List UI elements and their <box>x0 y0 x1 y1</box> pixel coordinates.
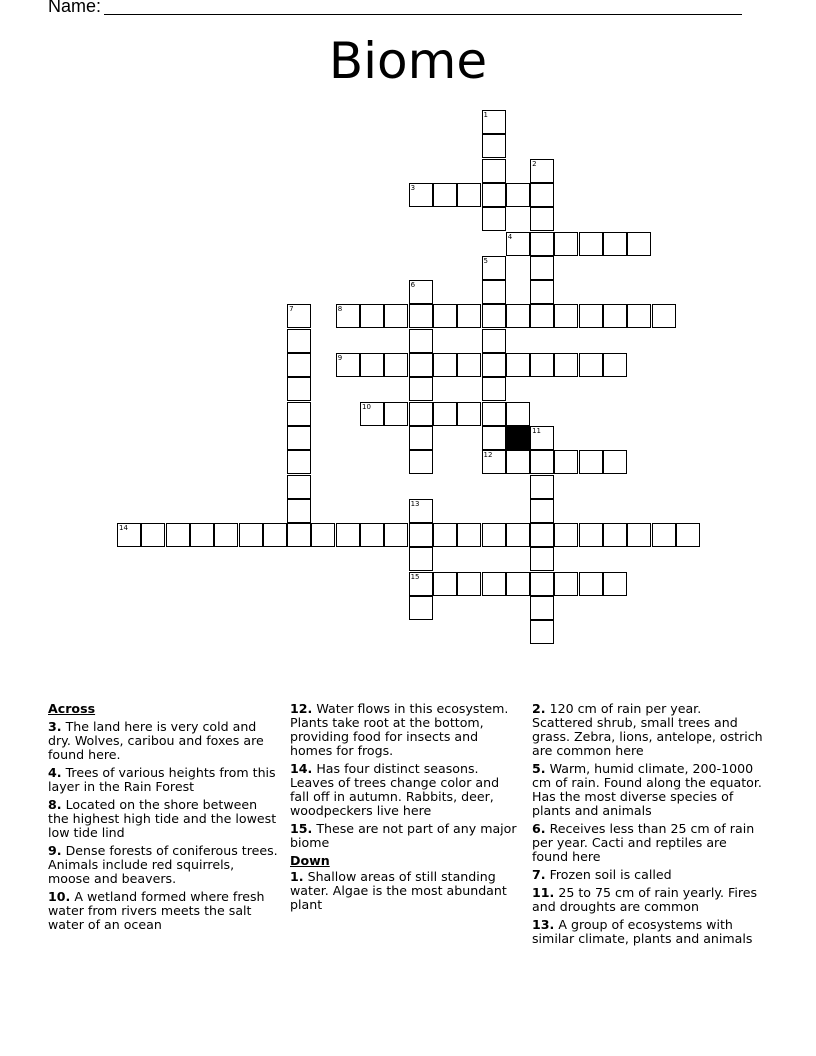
grid-cell[interactable] <box>433 183 457 207</box>
grid-cell[interactable] <box>530 596 554 620</box>
down-clue <box>532 918 764 946</box>
grid-cell[interactable] <box>506 304 530 328</box>
clue-number-label: 10 <box>362 402 371 411</box>
puzzle-title: Biome <box>328 32 488 90</box>
clue-number: 3. <box>48 719 62 734</box>
grid-cell[interactable] <box>482 523 506 547</box>
blocked-cell <box>506 426 530 450</box>
clue-text: A group of ecosystems with similar climate, plants and animals <box>532 917 753 946</box>
grid-cell[interactable] <box>530 159 554 183</box>
grid-cell[interactable] <box>482 280 506 304</box>
grid-cell[interactable] <box>287 353 311 377</box>
down-clue <box>532 886 764 914</box>
grid-cell[interactable] <box>603 523 627 547</box>
grid-cell[interactable] <box>433 353 457 377</box>
grid-cell[interactable] <box>360 304 384 328</box>
grid-cell[interactable] <box>530 280 554 304</box>
grid-cell[interactable] <box>530 450 554 474</box>
clue-number-label: 4 <box>507 232 513 241</box>
grid-cell[interactable] <box>627 304 651 328</box>
grid-cell[interactable] <box>457 183 481 207</box>
grid-cell[interactable] <box>579 232 603 256</box>
down-clue <box>532 702 764 758</box>
grid-cell[interactable] <box>554 450 578 474</box>
name-label: Name: <box>48 0 102 16</box>
grid-cell[interactable] <box>530 426 554 450</box>
grid-cell[interactable] <box>554 572 578 596</box>
grid-cell[interactable] <box>627 523 651 547</box>
clues-column-2 <box>290 702 522 916</box>
down-clue <box>532 868 764 882</box>
grid-cell[interactable] <box>530 207 554 231</box>
grid-cell[interactable] <box>603 304 627 328</box>
grid-cell[interactable] <box>579 450 603 474</box>
grid-cell[interactable] <box>506 523 530 547</box>
grid-cell[interactable] <box>409 353 433 377</box>
grid-cell[interactable] <box>506 402 530 426</box>
grid-cell[interactable] <box>409 523 433 547</box>
clue-number: 12. <box>290 701 313 716</box>
grid-cell[interactable] <box>482 159 506 183</box>
grid-cell[interactable] <box>190 523 214 547</box>
grid-cell[interactable] <box>287 523 311 547</box>
clue-number-label: 11 <box>532 426 542 435</box>
clue-number: 14. <box>290 761 313 776</box>
grid-cell[interactable] <box>287 402 311 426</box>
grid-cell[interactable] <box>482 402 506 426</box>
grid-cell[interactable] <box>457 523 481 547</box>
clue-text: 120 cm of rain per year. Scattered shrub, small trees and grass. Zebra, lions, antelope, ostrich are common here <box>532 701 763 758</box>
grid-cell[interactable] <box>433 304 457 328</box>
clues-column-1 <box>48 702 280 936</box>
clue-text: These are not part of any major biome <box>290 821 517 850</box>
clue-number-label: 8 <box>337 305 343 314</box>
grid-cell[interactable] <box>579 523 603 547</box>
grid-cell[interactable] <box>530 475 554 499</box>
grid-cell[interactable] <box>652 523 676 547</box>
clue-number-label: 7 <box>289 305 294 314</box>
grid-cell[interactable] <box>409 329 433 353</box>
grid-cell[interactable] <box>554 353 578 377</box>
grid-cell[interactable] <box>360 523 384 547</box>
across-clue <box>290 702 522 758</box>
grid-cell[interactable] <box>409 304 433 328</box>
grid-cell[interactable] <box>603 232 627 256</box>
across-clue <box>48 844 280 886</box>
grid-cell[interactable] <box>506 353 530 377</box>
clue-number-label: 3 <box>410 183 416 192</box>
grid-cell[interactable] <box>579 572 603 596</box>
down-clue <box>290 870 522 912</box>
grid-cell[interactable] <box>603 450 627 474</box>
clue-number-label: 13 <box>410 499 420 508</box>
grid-cell[interactable] <box>530 183 554 207</box>
clue-text: A wetland formed where fresh water from rivers meets the salt water of an ocean <box>48 889 265 932</box>
grid-cell[interactable] <box>287 426 311 450</box>
clue-number: 5. <box>532 761 546 776</box>
grid-cell[interactable] <box>214 523 238 547</box>
clue-number-label: 9 <box>337 354 343 362</box>
grid-cell[interactable] <box>409 183 433 207</box>
grid-cell[interactable] <box>141 523 165 547</box>
grid-cell[interactable] <box>554 523 578 547</box>
clue-text: Frozen soil is called <box>549 867 672 882</box>
clue-number-label: 6 <box>410 281 416 290</box>
clue-text: Trees of various heights from this layer in the Rain Forest <box>48 765 276 794</box>
grid-cell[interactable] <box>409 402 433 426</box>
grid-cell[interactable] <box>336 304 360 328</box>
clue-number: 4. <box>48 765 62 780</box>
grid-cell[interactable] <box>482 450 506 474</box>
clue-text: Warm, humid climate, 200-1000 cm of rain. Found along the equator. Has the most diverse species of plants and animals <box>532 761 762 818</box>
across-clue <box>48 798 280 840</box>
grid-cell[interactable] <box>336 353 360 377</box>
grid-cell[interactable] <box>482 256 506 280</box>
grid-cell[interactable] <box>311 523 335 547</box>
grid-cell[interactable] <box>409 426 433 450</box>
clue-number: 11. <box>532 885 555 900</box>
grid-cell[interactable] <box>482 110 506 134</box>
grid-cell[interactable] <box>263 523 287 547</box>
clue-text: The land here is very cold and dry. Wolves, caribou and foxes are found here. <box>48 719 264 762</box>
clue-number-label: 5 <box>483 256 488 265</box>
grid-cell[interactable] <box>482 572 506 596</box>
grid-cell[interactable] <box>433 572 457 596</box>
grid-cell[interactable] <box>506 183 530 207</box>
clue-number-label: 14 <box>119 524 128 533</box>
clue-number: 15. <box>290 821 313 836</box>
grid-cell[interactable] <box>530 620 554 644</box>
grid-cell[interactable] <box>579 353 603 377</box>
clues-column-3 <box>532 702 764 950</box>
grid-cell[interactable] <box>482 329 506 353</box>
clue-number-label: 12 <box>483 451 493 460</box>
grid-cell[interactable] <box>530 523 554 547</box>
grid-cell[interactable] <box>457 572 481 596</box>
grid-cell[interactable] <box>166 523 190 547</box>
grid-cell[interactable] <box>409 596 433 620</box>
grid-cell[interactable] <box>530 304 554 328</box>
grid-cell[interactable] <box>117 523 141 547</box>
grid-cell[interactable] <box>603 353 627 377</box>
grid-cell[interactable] <box>579 304 603 328</box>
grid-cell[interactable] <box>482 377 506 401</box>
clue-number: 13. <box>532 917 555 932</box>
grid-cell[interactable] <box>530 232 554 256</box>
across-clue <box>48 890 280 932</box>
clue-number: 7. <box>532 867 546 882</box>
clue-number-label: 15 <box>410 572 420 581</box>
grid-cell[interactable] <box>287 329 311 353</box>
grid-cell[interactable] <box>530 256 554 280</box>
grid-cell[interactable] <box>482 304 506 328</box>
clue-text: Dense forests of coniferous trees. Animals include red squirrels, moose and beavers. <box>48 843 278 886</box>
down-clue <box>532 822 764 864</box>
grid-cell[interactable] <box>530 353 554 377</box>
grid-cell[interactable] <box>652 304 676 328</box>
grid-cell[interactable] <box>457 402 481 426</box>
grid-cell[interactable] <box>287 499 311 523</box>
clue-text: Has four distinct seasons. Leaves of trees change color and fall off in autumn. Rabbits, deer, woodpeckers live here <box>290 761 500 818</box>
grid-cell[interactable] <box>287 304 311 328</box>
grid-cell[interactable] <box>287 450 311 474</box>
grid-cell[interactable] <box>384 523 408 547</box>
grid-cell[interactable] <box>530 547 554 571</box>
clue-text: 25 to 75 cm of rain yearly. Fires and droughts are common <box>532 885 758 914</box>
grid-cell[interactable] <box>409 572 433 596</box>
clue-text: Shallow areas of still standing water. Algae is the most abundant plant <box>290 869 507 912</box>
clue-number: 2. <box>532 701 546 716</box>
grid-cell[interactable] <box>457 304 481 328</box>
grid-cell[interactable] <box>384 353 408 377</box>
grid-cell[interactable] <box>409 280 433 304</box>
grid-cell[interactable] <box>530 572 554 596</box>
clue-number: 6. <box>532 821 546 836</box>
grid-cell[interactable] <box>457 353 481 377</box>
grid-cell[interactable] <box>409 450 433 474</box>
grid-cell[interactable] <box>409 377 433 401</box>
clue-number-label: 1 <box>483 111 488 119</box>
grid-cell[interactable] <box>433 523 457 547</box>
grid-cell[interactable] <box>506 572 530 596</box>
grid-cell[interactable] <box>482 207 506 231</box>
grid-cell[interactable] <box>409 547 433 571</box>
grid-cell[interactable] <box>287 377 311 401</box>
grid-cell[interactable] <box>482 134 506 158</box>
down-clue <box>532 762 764 818</box>
clue-text: Located on the shore between the highest high tide and the lowest low tide lind <box>48 797 277 840</box>
grid-cell[interactable] <box>360 353 384 377</box>
grid-cell[interactable] <box>409 499 433 523</box>
grid-cell[interactable] <box>676 523 700 547</box>
grid-cell[interactable] <box>554 304 578 328</box>
grid-cell[interactable] <box>360 402 384 426</box>
grid-cell[interactable] <box>482 353 506 377</box>
grid-cell[interactable] <box>506 450 530 474</box>
grid-cell[interactable] <box>603 572 627 596</box>
across-clue <box>48 766 280 794</box>
grid-cell[interactable] <box>287 475 311 499</box>
clue-number: 8. <box>48 797 62 812</box>
grid-cell[interactable] <box>506 232 530 256</box>
clue-number: 9. <box>48 843 62 858</box>
across-clue <box>290 822 522 850</box>
grid-cell[interactable] <box>384 402 408 426</box>
grid-cell[interactable] <box>239 523 263 547</box>
clue-number: 10. <box>48 889 71 904</box>
down-heading: Down <box>290 853 330 868</box>
grid-cell[interactable] <box>530 499 554 523</box>
across-clue <box>290 762 522 818</box>
across-clue <box>48 720 280 762</box>
grid-cell[interactable] <box>336 523 360 547</box>
grid-cell[interactable] <box>384 304 408 328</box>
grid-cell[interactable] <box>482 183 506 207</box>
grid-cell[interactable] <box>554 232 578 256</box>
clue-text: Receives less than 25 cm of rain per year. Cacti and reptiles are found here <box>532 821 755 864</box>
grid-cell[interactable] <box>482 426 506 450</box>
clue-number: 1. <box>290 869 304 884</box>
across-heading: Across <box>48 701 96 716</box>
grid-cell[interactable] <box>627 232 651 256</box>
clue-number-label: 2 <box>532 159 537 168</box>
clue-text: Water flows in this ecosystem. Plants take root at the bottom, providing food for insects and homes for frogs. <box>290 701 509 758</box>
grid-cell[interactable] <box>433 402 457 426</box>
